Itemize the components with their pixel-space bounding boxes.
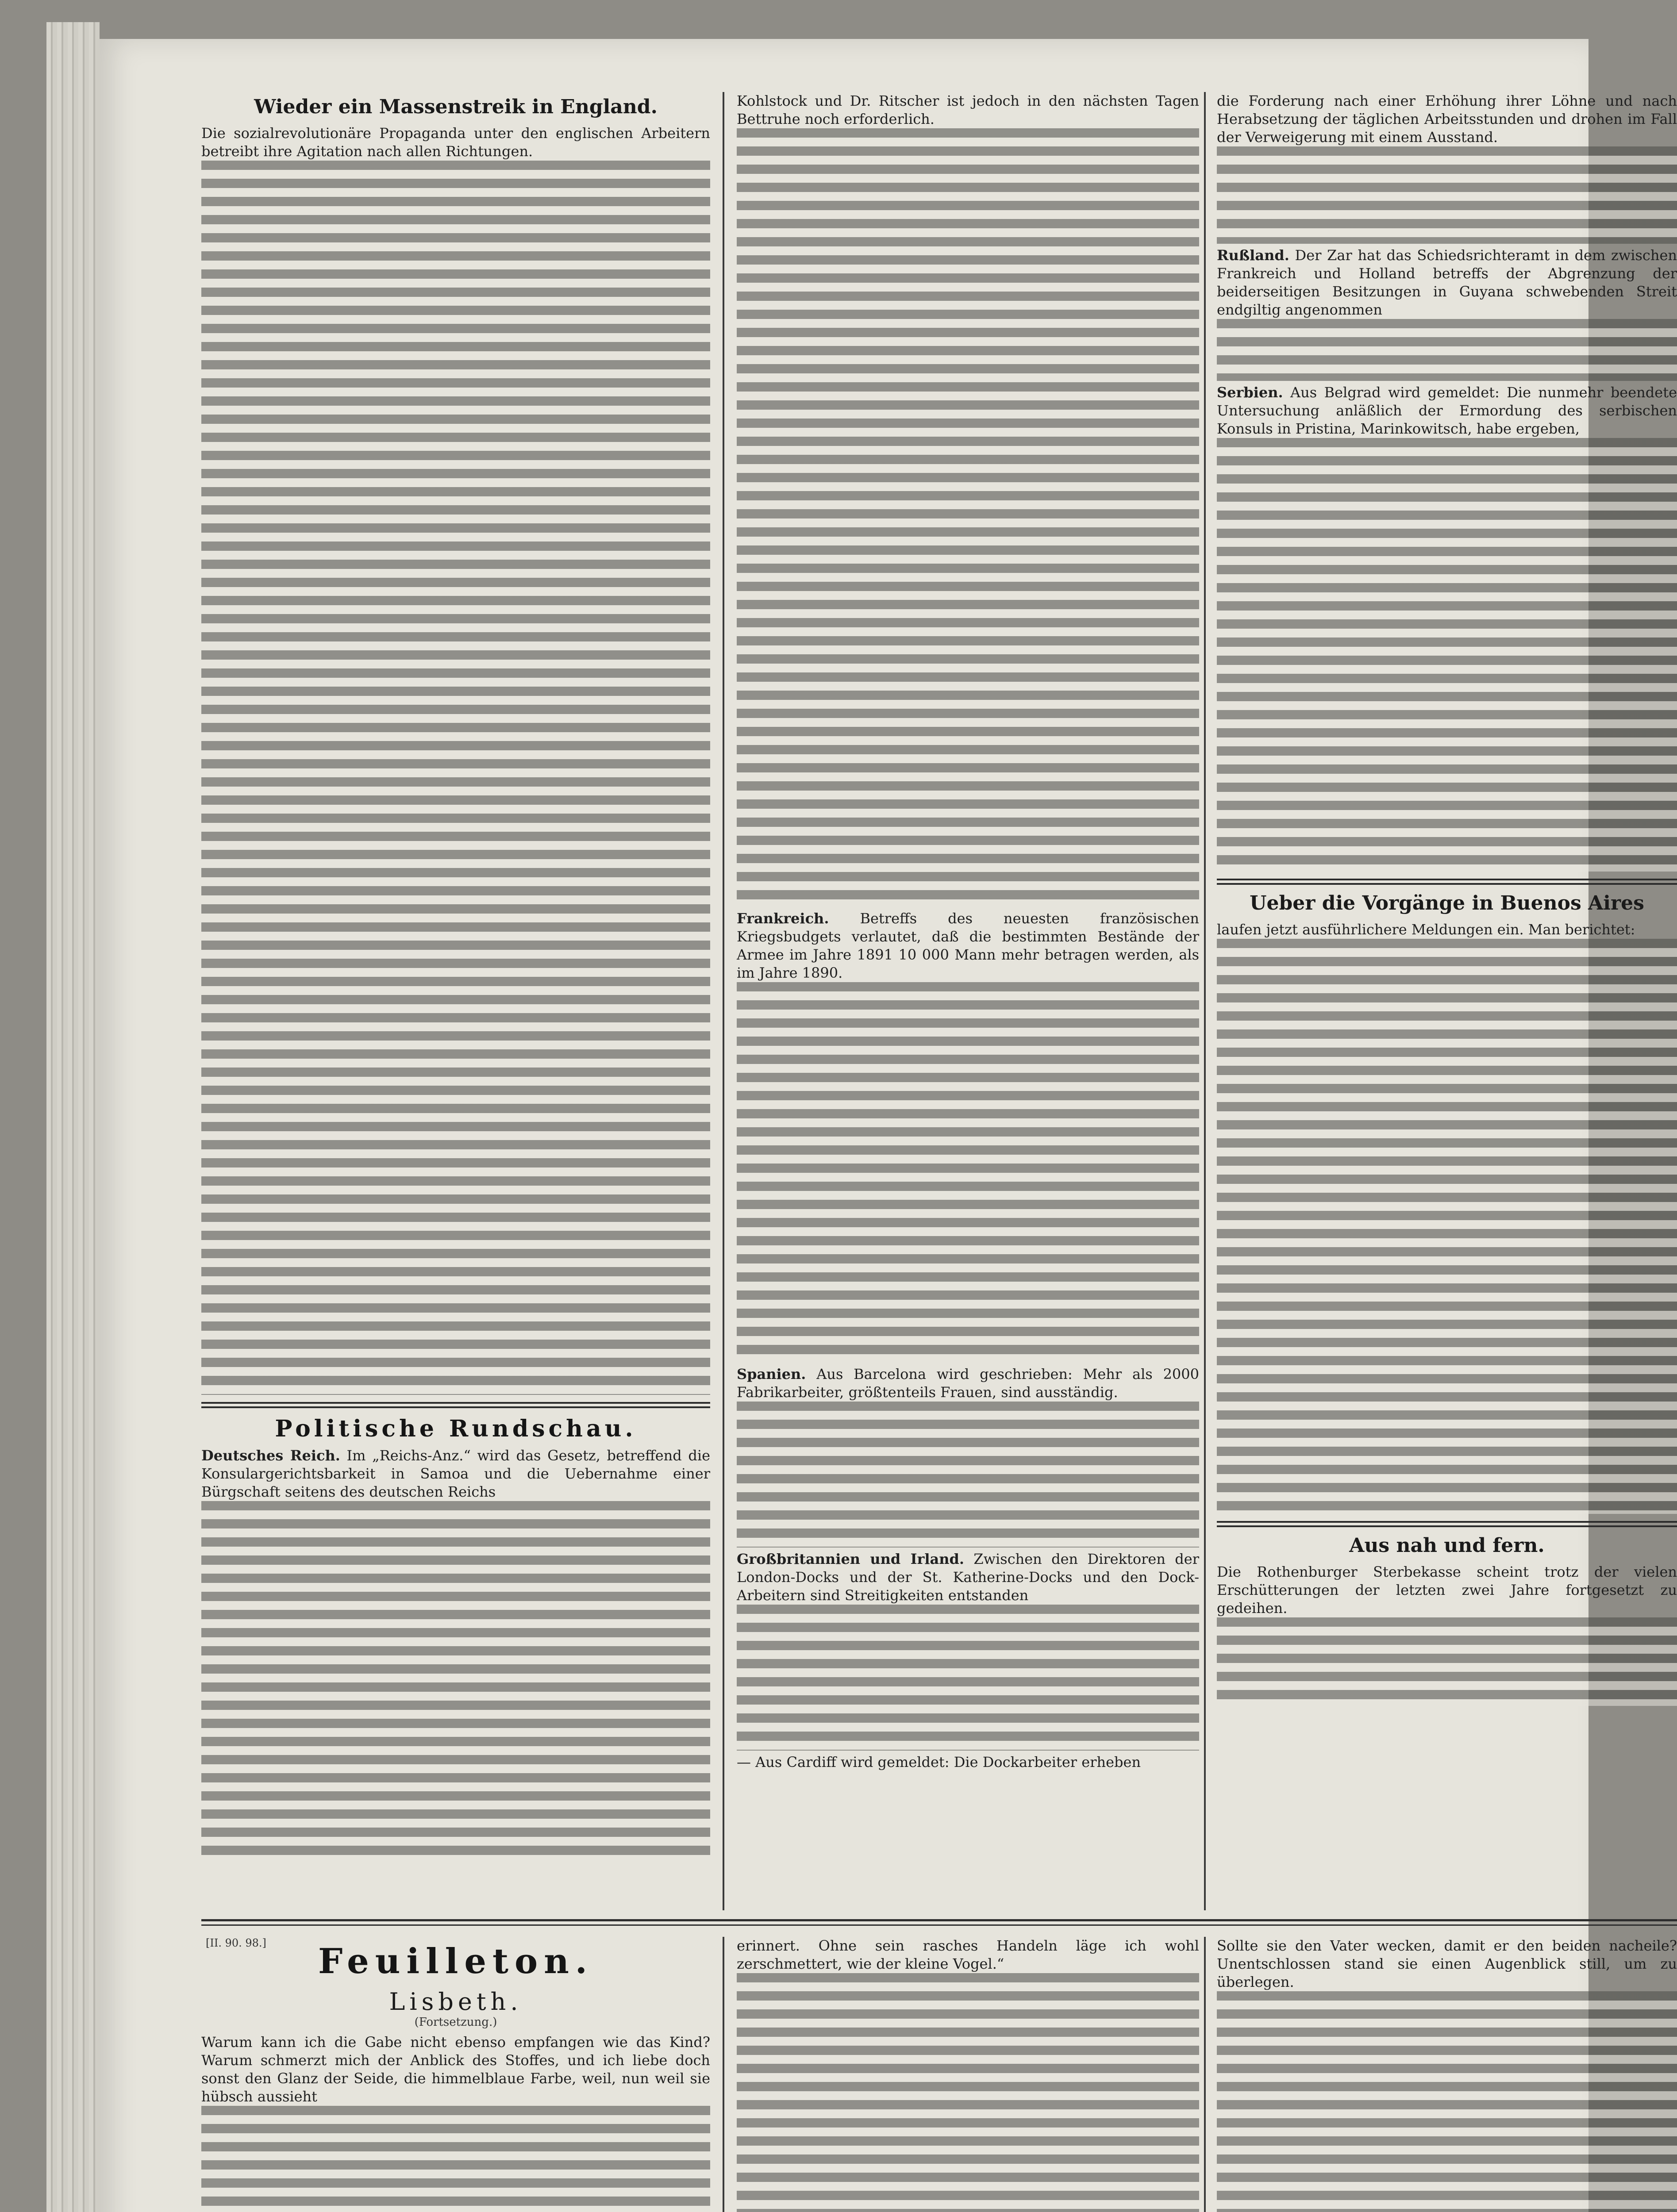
article-opening: laufen jetzt ausführlichere Meldungen ein. Man berichtet: xyxy=(1217,921,1635,938)
section-title-politische-rundschau: Politische Rundschau. xyxy=(275,1415,637,1442)
feuilleton-divider xyxy=(201,1924,1677,1926)
story-text-opening: Warum kann ich die Gabe nicht ebenso empfangen wie das Kind? Warum schmerzt mich der Anblick des Stoffes, und ich liebe doch sonst den Glanz der Seide, die himmelblaue Farbe, weil, nun weil sie hübsch aussieht xyxy=(201,2034,710,2105)
column-right xyxy=(1217,92,1677,1910)
feuilleton-divider xyxy=(201,1919,1677,1921)
article-opening: Betreffs des neuesten französischen Kriegsbudgets verlautet, daß die bestimmten Bestände der Armee im Jahre 1891 10 000 Mann mehr betragen werden, als im Jahre 1890. xyxy=(737,910,1200,981)
feuilleton-column-left xyxy=(201,1937,710,2212)
department-heading: Großbritannien und Irland. xyxy=(737,1551,965,1567)
story-body-text xyxy=(737,1973,1199,2212)
article-opening: Der Zar hat das Schiedsrichteramt in dem zwischen Frankreich und Holland betreffs der Abgrenzung der beiderseitigen Besitzungen in Guyana schwebenden Streit endgiltig angenommen xyxy=(1217,247,1677,318)
article-body-text xyxy=(1217,438,1677,872)
continuation-note: (Fortsetzung.) xyxy=(414,2016,497,2029)
article-opening: Im „Reichs-Anz.“ wird das Gesetz, betreffend die Konsulargerichtsbarkeit in Samoa und die Uebernahme einer Bürgschaft seitens des deutschen Reichs xyxy=(201,1447,711,1500)
article-body-text xyxy=(1217,1617,1677,1706)
article-opening: Die sozialrevolutionäre Propaganda unter den englischen Arbeitern betreibt ihre Agitation nach allen Richtungen. xyxy=(201,125,710,160)
article-opening: die Forderung nach einer Erhöhung ihrer Löhne und nach Herabsetzung der täglichen Arbeitsstunden und drohen im Fall der Verweigerung mit einem Ausstand. xyxy=(1217,92,1677,146)
story-body-text xyxy=(1217,1991,1677,2212)
article-headline: Aus nah und fern. xyxy=(1349,1534,1545,1557)
article-body-text xyxy=(1217,939,1677,1514)
article-body-text xyxy=(737,1605,1199,1751)
section-divider xyxy=(201,1402,710,1408)
section-divider xyxy=(1217,879,1677,885)
article-opening: Die Rothenburger Sterbekasse scheint trotz der vielen Erschütterungen der letzten zwei Jahre fortgesetzt zu gedeihen. xyxy=(1217,1563,1677,1617)
article-body-text xyxy=(1217,146,1677,244)
newspaper-page xyxy=(100,39,1677,2212)
article-body-text xyxy=(201,161,710,1395)
article-body-text xyxy=(737,982,1199,1363)
department-heading: Serbien. xyxy=(1217,384,1283,401)
article-opening: Zwischen den Direktoren der London-Docks und der St. Katherine-Docks und den Dock-Arbeitern sind Streitigkeiten entstanden xyxy=(737,1551,1200,1604)
department-heading: Deutsches Reich. xyxy=(201,1447,340,1464)
story-title: Lisbeth. xyxy=(389,1988,523,2016)
article-body-text xyxy=(1217,319,1677,381)
department-heading: Rußland. xyxy=(1217,247,1289,264)
article-body-text xyxy=(737,128,1199,907)
column-middle xyxy=(737,92,1199,1910)
column-rule xyxy=(1204,1937,1206,2212)
feuilleton-column-middle xyxy=(737,1937,1199,2212)
section-divider xyxy=(1217,1521,1677,1527)
article-headline: Wieder ein Massenstreik in England. xyxy=(254,96,658,118)
department-heading: Frankreich. xyxy=(737,910,829,927)
column-rule xyxy=(723,1937,724,2212)
department-heading: Spanien. xyxy=(737,1366,806,1382)
article-opening: Aus Barcelona wird geschrieben: Mehr als 2000 Fabrikarbeiter, größtenteils Frauen, sind ausständig. xyxy=(737,1366,1200,1401)
story-body-text xyxy=(201,2106,710,2212)
bound-volume-edge xyxy=(46,22,100,2212)
article-body-text xyxy=(737,1402,1199,1548)
article-headline: Ueber die Vorgänge in Buenos Aires xyxy=(1250,892,1644,914)
article-closing-line: — Aus Cardiff wird gemeldet: Die Dockarbeiter erheben xyxy=(737,1754,1141,1770)
feuilleton-column-right xyxy=(1217,1937,1677,2212)
column-left xyxy=(201,92,710,1910)
story-text-opening: Sollte sie den Vater wecken, damit er den beiden nacheile? Unentschlossen stand sie einen Augenblick still, um zu überlegen. xyxy=(1217,1937,1677,1990)
column-rule xyxy=(1204,92,1206,1910)
article-body-text xyxy=(201,1501,710,1864)
feuilleton-title: Feuilleton. xyxy=(318,1941,593,1982)
article-opening: Aus Belgrad wird gemeldet: Die nunmehr beendete Untersuchung anläßlich der Ermordung des serbischen Konsuls in Pristina, Marinkowitsch, habe ergeben, xyxy=(1217,384,1677,437)
volume-mark: [II. 90. 98.] xyxy=(206,1937,266,1949)
story-text-opening: erinnert. Ohne sein rasches Handeln läge ich wohl zerschmettert, wie der kleine Vogel.“ xyxy=(737,1937,1199,1972)
column-rule xyxy=(723,92,724,1910)
article-opening: Kohlstock und Dr. Ritscher ist jedoch in den nächsten Tagen Bettruhe noch erforderlich. xyxy=(737,92,1199,127)
